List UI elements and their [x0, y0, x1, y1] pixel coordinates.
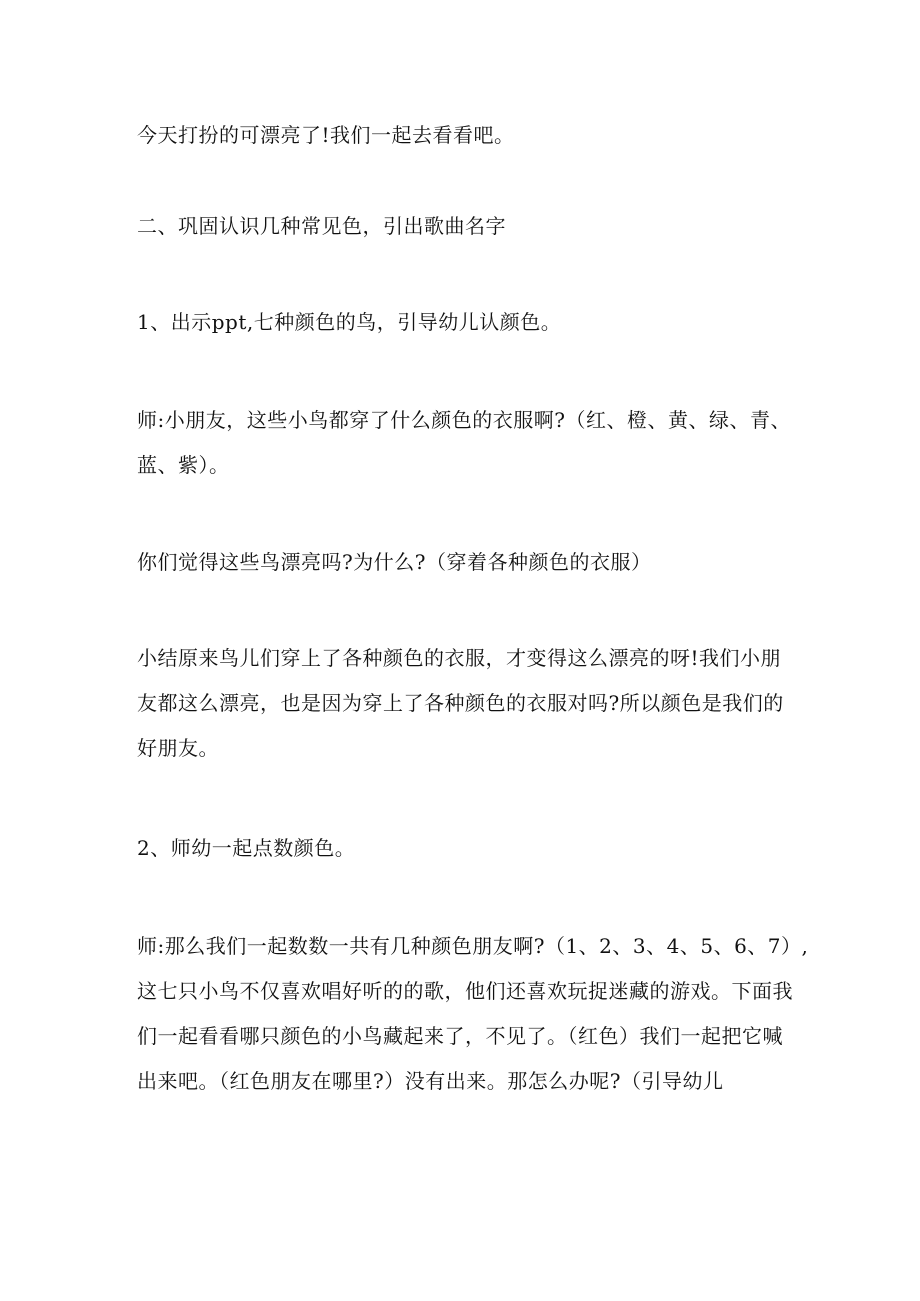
- text-line: 2、师幼一起点数颜色。: [137, 836, 356, 860]
- text-line: 你们觉得这些鸟漂亮吗?为什么?（穿着各种颜色的衣服）: [137, 550, 652, 574]
- paragraph-question: [137, 540, 797, 585]
- text-line: 1、出示ppt,七种颜色的鸟，引导幼儿认颜色。: [137, 310, 562, 334]
- text-line: 们一起看看哪只颜色的小鸟藏起来了，不见了。（红色）我们一起把它喊: [137, 1024, 783, 1048]
- text-line: 出来吧。（红色朋友在哪里?）没有出来。那怎么办呢?（引导幼儿: [137, 1069, 724, 1093]
- text-line: 这七只小鸟不仅喜欢唱好听的的歌，他们还喜欢玩捉迷藏的游戏。下面我: [137, 979, 793, 1003]
- paragraph-counting: [137, 924, 809, 1104]
- text-line: 今天打扮的可漂亮了!我们一起去看看吧。: [137, 123, 515, 147]
- text-line: 蓝、紫）。: [137, 453, 230, 477]
- text-line: 师:那么我们一起数数一共有几种颜色朋友啊?（1、2、3、4、5、6、7）,: [137, 934, 809, 958]
- step-one-heading: [137, 300, 797, 345]
- paragraph-summary: [137, 636, 797, 771]
- text-line: 好朋友。: [137, 736, 219, 760]
- text-line: 二、巩固认识几种常见色，引出歌曲名字: [137, 214, 506, 238]
- text-line: 小结原来鸟儿们穿上了各种颜色的衣服，才变得这么漂亮的呀!我们小朋: [137, 646, 782, 670]
- section-heading: [137, 204, 797, 249]
- paragraph-intro: [137, 113, 797, 158]
- text-line: 师:小朋友，这些小鸟都穿了什么颜色的衣服啊?（红、橙、黄、绿、青、: [137, 408, 791, 432]
- paragraph-teacher-question: [137, 398, 797, 488]
- text-line: 友都这么漂亮，也是因为穿上了各种颜色的衣服对吗?所以颜色是我们的: [137, 691, 784, 715]
- step-two-heading: [137, 826, 797, 871]
